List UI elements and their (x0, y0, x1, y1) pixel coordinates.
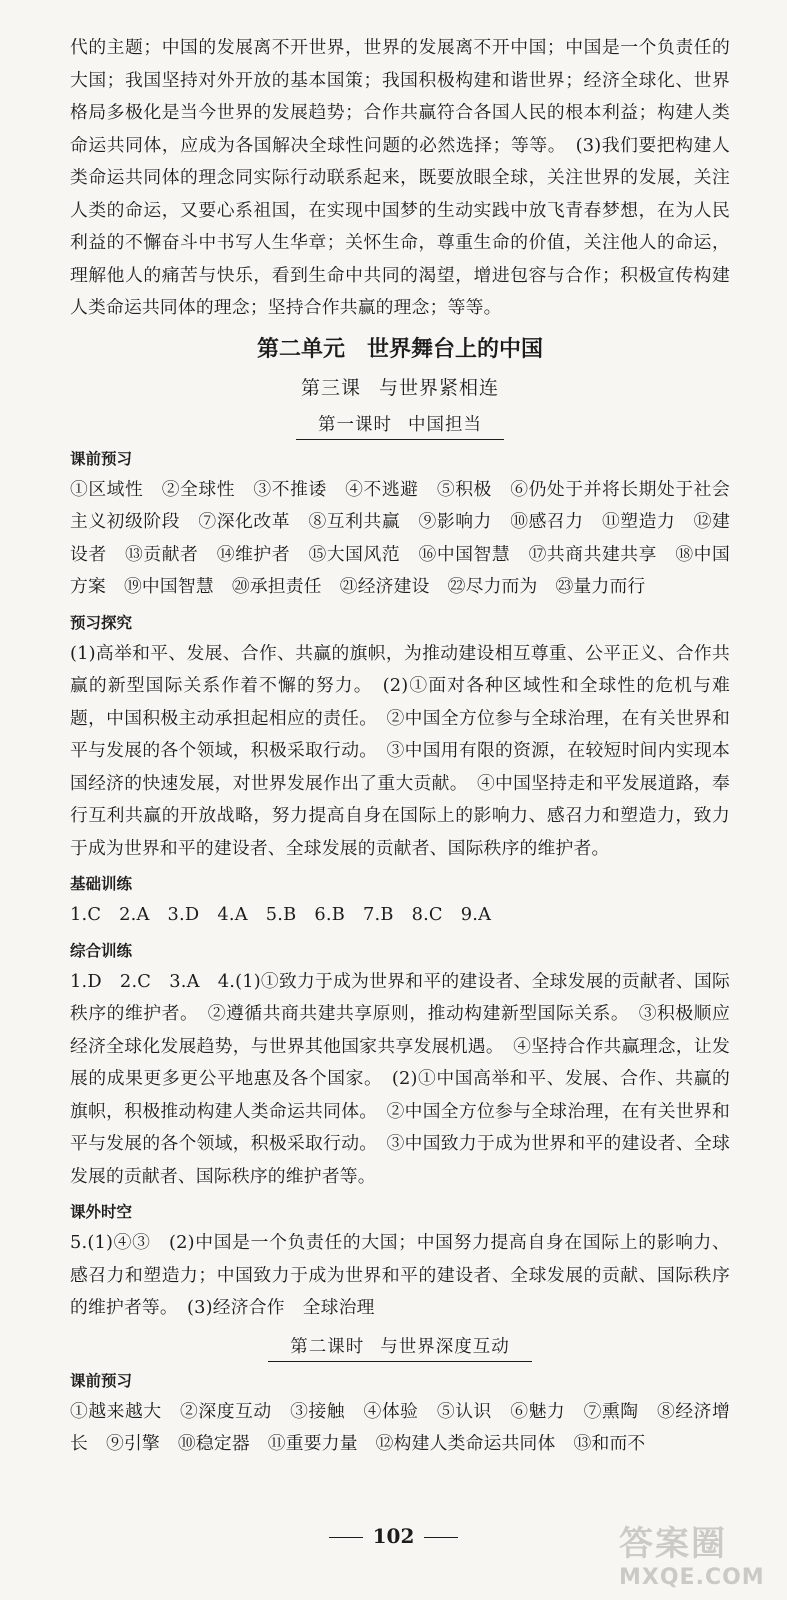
period2-heading (268, 1333, 532, 1362)
watermark-logo: 答案圈 (619, 1524, 727, 1564)
period1-basic-label: 基础训练 (70, 875, 133, 893)
period1-outside-label: 课外时空 (70, 1203, 133, 1221)
page-content (70, 32, 730, 1461)
period1-heading (296, 411, 504, 440)
period1-outside-text: 5.(1)④③ (2)中国是一个负责任的大国；中国努力提高自身在国际上的影响力、感召力和塑造力；中国致力于成为世界和平的建设者、全球发展的贡献、国际秩序的维护者等。 (3)经济合作 全球治理 (70, 1232, 730, 1318)
watermark-url: MXQE.COM (619, 1565, 765, 1590)
period2-preview-text: ①越来越大 ②深度互动 ③接触 ④体验 ⑤认识 ⑥魅力 ⑦熏陶 ⑧经济增长 ⑨引擎 ⑩稳定器 ⑪重要力量 ⑫构建人类命运共同体 ⑬和而不 (70, 1400, 730, 1454)
unit-heading-number: 第二单元 (256, 336, 345, 362)
period1-comprehensive-label: 综合训练 (70, 941, 133, 960)
unit-heading-title: 世界舞台上的中国 (367, 336, 544, 362)
period1-heading-number: 第一课时 (318, 414, 392, 435)
period1-basic-text: 1.C 2.A 3.D 4.A 5.B 6.B 7.B 8.C 9.A (70, 904, 492, 925)
page-number-value: 102 (372, 1524, 415, 1548)
period1-heading-title: 中国担当 (408, 414, 482, 435)
period1-comprehensive-text: 1.D 2.C 3.A 4.(1)①致力于成为世界和平的建设者、全球发展的贡献者、国际秩序的维护者。 ②遵循共商共建共享原则，推动构建新型国际关系。 ③积极顺应经济全球化发展趋势，与世界其他国家共享发展机遇。 ④坚持合作共赢理念，让发展的成果更多更公平地惠及各个国家。 (2)①中国高举和平、发展、合作、共赢的旗帜，积极推动构建人类命运共同体。 ②中国全方位参与全球治理，在有关世界和平与发展的各个领域，积极采取行动。 ③中国致力于成为世界和平的建设者、全球发展的贡献者、国际秩序的维护者等。 (70, 970, 730, 1187)
lesson-heading-number: 第三课 (300, 376, 361, 399)
watermark (619, 1516, 769, 1590)
period2-heading-title: 与世界深度互动 (380, 1336, 510, 1357)
period2-preview-label: 课前预习 (70, 1371, 133, 1390)
page-number-dash-right (424, 1537, 458, 1538)
lesson-heading (70, 373, 730, 403)
period1-preview-text: ①区域性 ②全球性 ③不推诿 ④不逃避 ⑤积极 ⑥仍处于并将长期处于社会主义初级阶段 ⑦深化改革 ⑧互利共赢 ⑨影响力 ⑩感召力 ⑪塑造力 ⑫建设者 ⑬贡献者 ⑭维护者 ⑮大国风范 ⑯中国智慧 ⑰共商共建共享 ⑱中国方案 ⑲中国智慧 ⑳承担责任 ㉑经济建设 ㉒尽力而为 ㉓量力而行 (70, 478, 730, 597)
period2-heading-number: 第二课时 (290, 1336, 365, 1357)
period1-preview-label: 课前预习 (70, 449, 133, 468)
period1-explore-text: (1)高举和平、发展、合作、共赢的旗帜，为推动建设相互尊重、公平正义、合作共赢的新型国际关系作着不懈的努力。 (2)①面对各种区域性和全球性的危机与难题，中国积极主动承担起相应的责任。 ②中国全方位参与全球治理，在有关世界和平与发展的各个领域，积极采取行动。 ③中国用有限的资源，在较短时间内实现本国经济的快速发展，对世界发展作出了重大贡献。 ④中国坚持走和平发展道路，奉行互利共赢的开放战略，努力提高自身在国际上的影响力、感召力和塑造力，致力于成为世界和平的建设者、全球发展的贡献者、国际秩序的维护者。 (70, 642, 730, 859)
intro-paragraph: 代的主题；中国的发展离不开世界，世界的发展离不开中国；中国是一个负责任的大国；我国坚持对外开放的基本国策；我国积极构建和谐世界；经济全球化、世界格局多极化是当今世界的发展趋势；合作共赢符合各国人民的根本利益；构建人类命运共同体，应成为各国解决全球性问题的必然选择；等等。 (3)我们要把构建人类命运共同体的理念同实际行动联系起来，既要放眼全球，关注世界的发展，关注人类的命运，又要心系祖国，在实现中国梦的生动实践中放飞青春梦想，在为人民利益的不懈奋斗中书写人生华章；关怀生命，尊重生命的价值，关注他人的命运，理解他人的痛苦与快乐，看到生命中共同的渴望，增进包容与合作；积极宣传构建人类命运共同体的理念；坚持合作共赢的理念；等等。 (70, 37, 730, 318)
page-number-dash-left (329, 1537, 363, 1538)
lesson-heading-title: 与世界紧相连 (379, 376, 500, 399)
period1-explore-label: 预习探究 (70, 613, 133, 632)
unit-heading (70, 333, 730, 367)
